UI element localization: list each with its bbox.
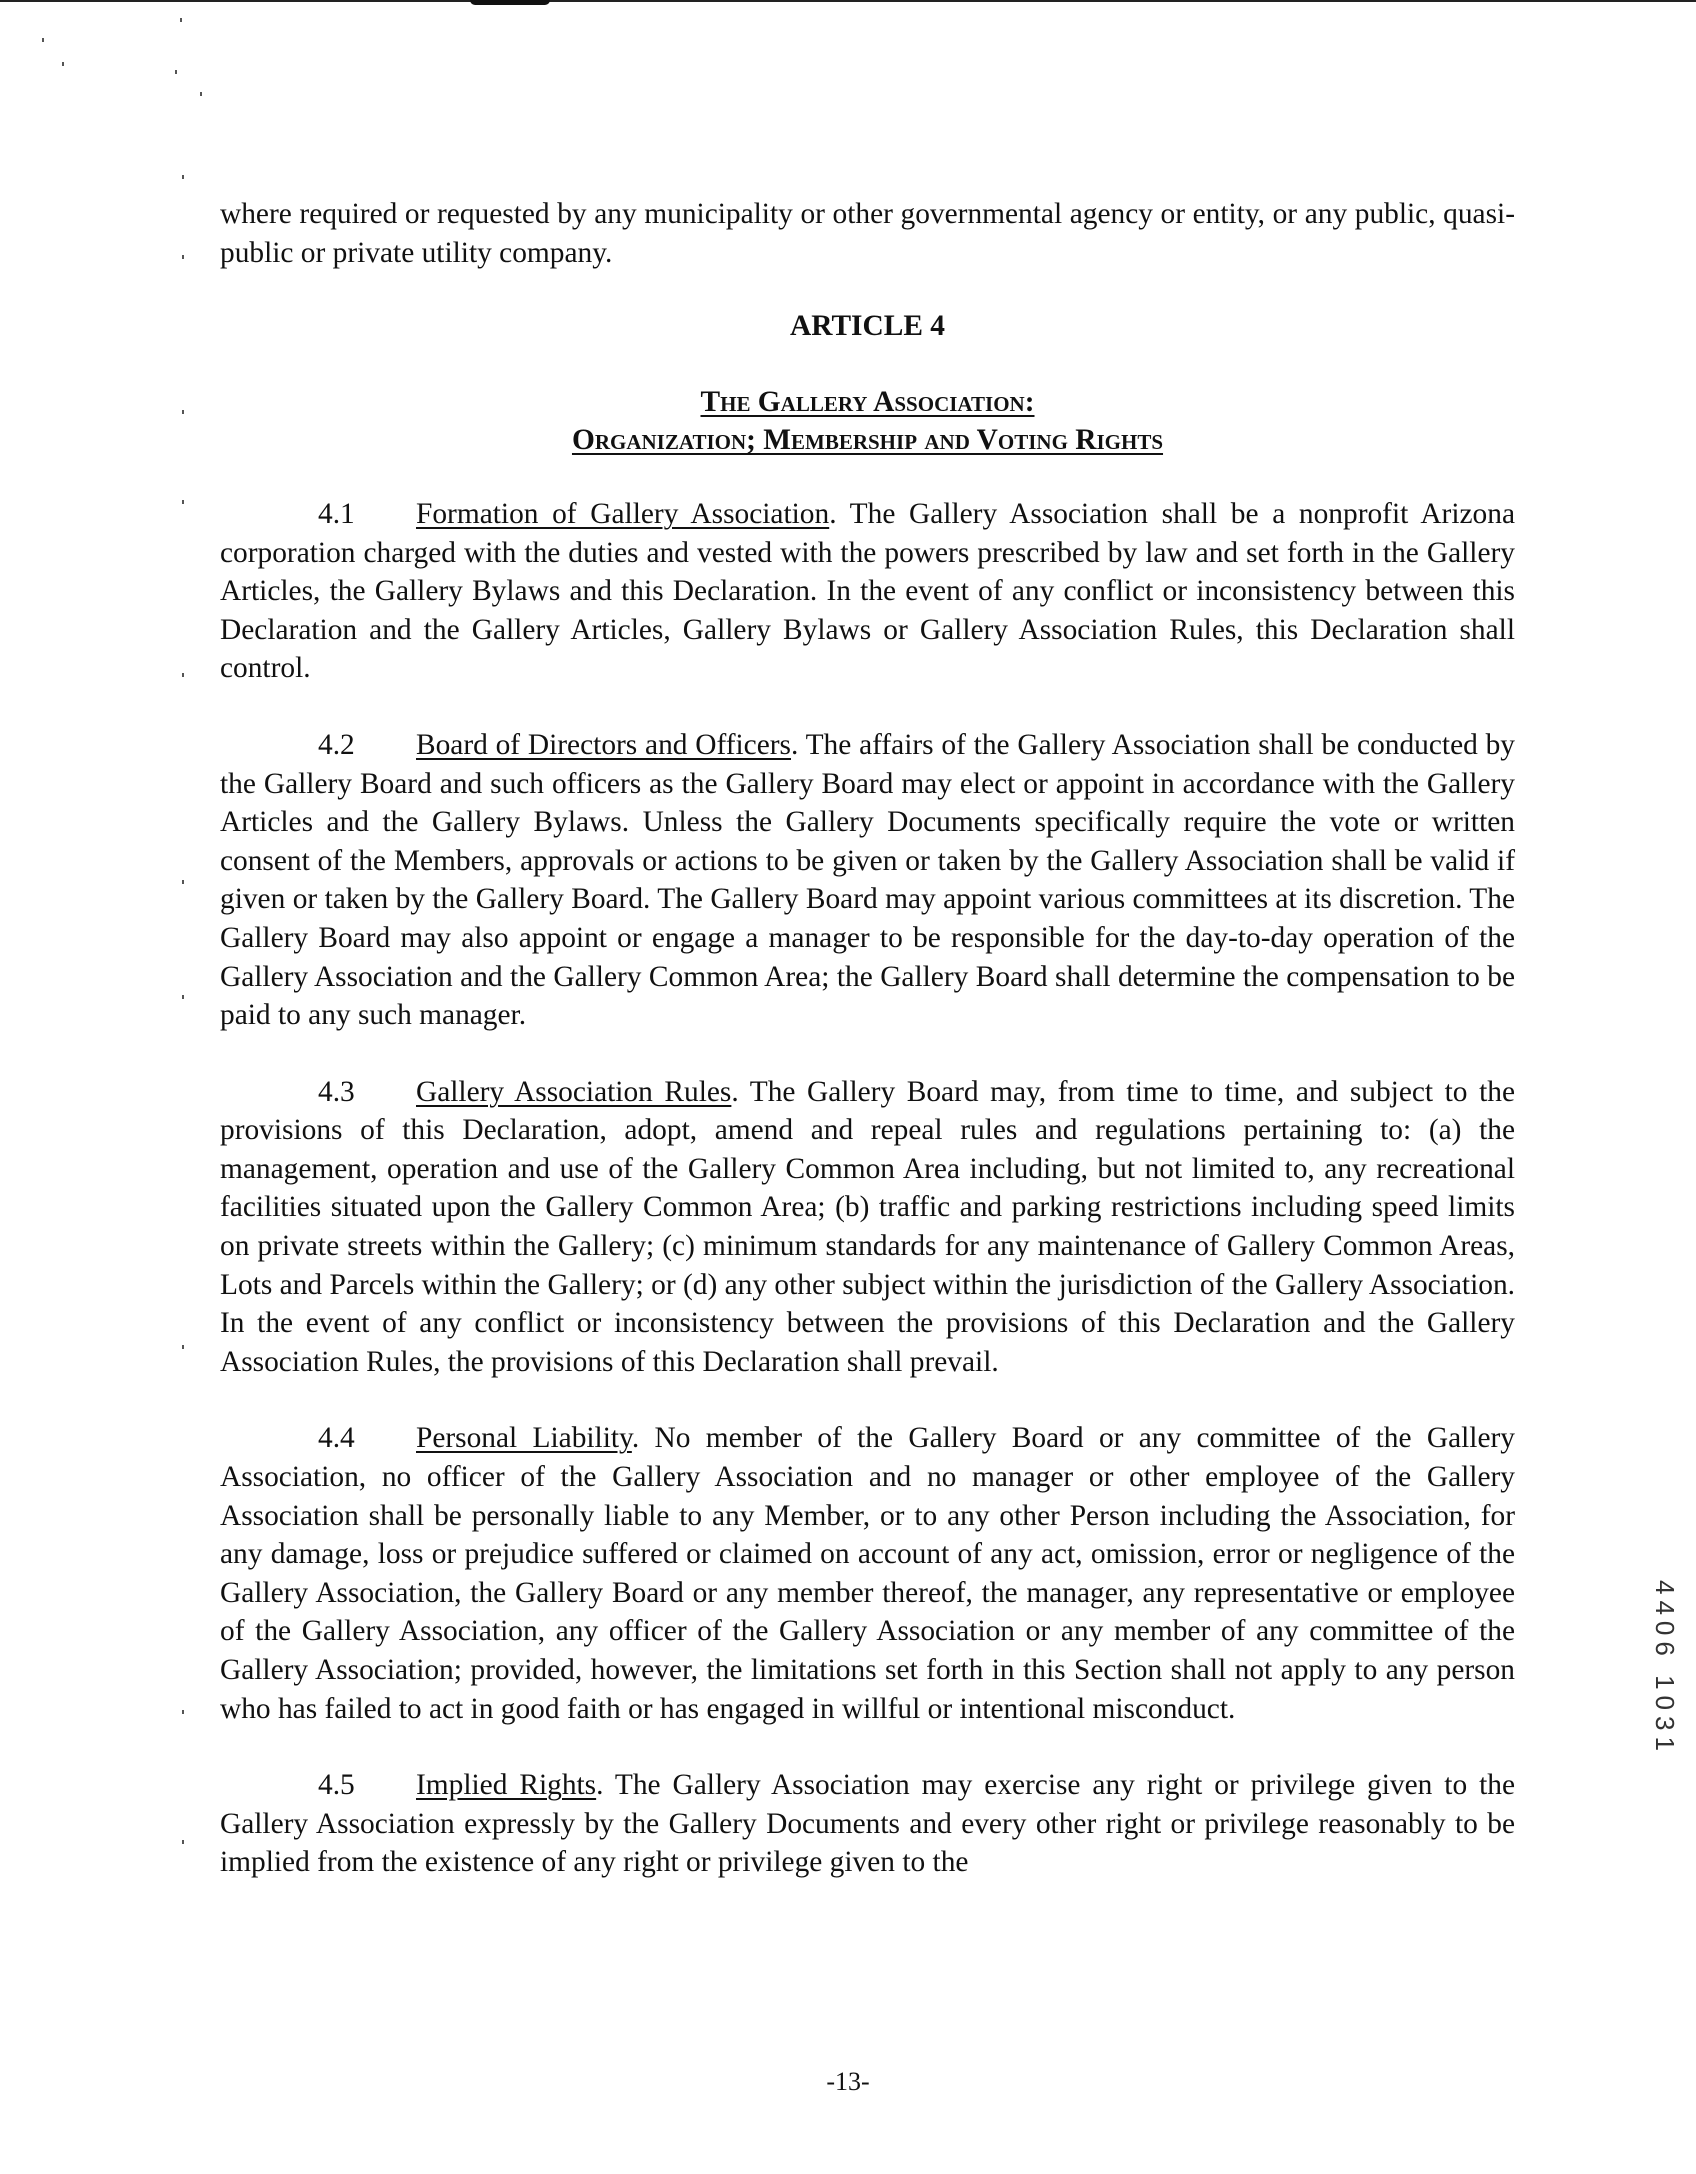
section-number: 4.1: [318, 497, 355, 530]
article-title-1-text: The Gallery Association:: [700, 385, 1035, 418]
article-title-line-1: [220, 383, 1515, 422]
scan-speck: [182, 1840, 184, 1844]
scan-speck: [62, 62, 64, 66]
section-text: . The Gallery Board may, from time to time, and subject to the provisions of this Declaration, adopt, amend and repeal rules and regulations pertaining to: (a) the management, operation and use of the Gallery Common Area including, but not limited to, any recreational facilities situated upon the Gallery Common Area; (b) traffic and parking restrictions including speed limits on private streets within the Gallery; (c) minimum standards for any maintenance of Gallery Common Areas, Lots and Parcels within the Gallery; or (d) any other subject within the jurisdiction of the Gallery Association. In the event of any conflict or inconsistency between the provisions of this Declaration and the Gallery Association Rules, the provisions of this Declaration shall prevail.: [220, 1075, 1515, 1378]
section-number: 4.3: [318, 1075, 355, 1108]
document-body: [220, 195, 1515, 1882]
section-title: Board of Directors and Officers: [416, 728, 791, 761]
scan-speck: [182, 255, 184, 259]
scan-speck: [182, 995, 184, 999]
section-text: . The Gallery Association may exercise any right or privilege given to the Gallery Association expressly by the Gallery Documents and every other right or privilege reasonably to be implied from the existence of any right or privilege given to the: [220, 1769, 1516, 1879]
article-title-2-text: Organization; Membership and Voting Rights: [571, 424, 1164, 457]
section-text: . No member of the Gallery Board or any committee of the Gallery Association, no officer of the Gallery Association and no manager or other employee of the Gallery Association shall be personally liable to any Member, or to any other Person including the Association, for any damage, loss or prejudice suffered or claimed on account of any act, omission, error or negligence of the Gallery Association, the Gallery Board or any member thereof, the manager, any representative or employee of the Gallery Association, any officer of the Gallery Association or any member of any committee of the Gallery Association; provided, however, the limitations set forth in this Section shall not apply to any person who has failed to act in good faith or has engaged in willful or intentional misconduct.: [220, 1422, 1515, 1725]
scan-speck: [182, 1345, 184, 1349]
section-4-3: [220, 1073, 1515, 1382]
intro-paragraph: where required or requested by any municipality or other governmental agency or entity, or any public, quasi-public or private utility company.: [220, 198, 1515, 269]
scan-speck: [180, 18, 182, 22]
scan-smudge: [470, 0, 550, 5]
section-title: Formation of Gallery Association: [416, 497, 830, 530]
scan-top-edge: [0, 0, 1696, 2]
section-number: 4.5: [318, 1769, 355, 1802]
page-number: -13-: [826, 2067, 870, 2096]
scan-speck: [200, 92, 202, 96]
section-number: 4.2: [318, 728, 355, 761]
scan-speck: [182, 1710, 184, 1714]
section-4-5: [220, 1766, 1515, 1882]
scan-speck: [175, 70, 177, 74]
section-4-2: [220, 726, 1515, 1035]
section-text: . The Gallery Association shall be a nonprofit Arizona corporation charged with the duties and vested with the powers prescribed by law and set forth in the Gallery Articles, the Gallery Bylaws and this Declaration. In the event of any conflict or inconsistency between this Declaration and the Gallery Articles, Gallery Bylaws or Gallery Association Rules, this Declaration shall control.: [220, 497, 1515, 685]
section-4-1: [220, 495, 1515, 688]
section-title: Gallery Association Rules: [416, 1075, 732, 1108]
section-4-4: [220, 1419, 1515, 1728]
scan-speck: [182, 500, 184, 504]
scan-speck: [182, 673, 184, 677]
section-title: Personal Liability: [416, 1422, 632, 1455]
scan-speck: [182, 880, 184, 884]
scan-speck: [182, 410, 184, 414]
section-title: Implied Rights: [416, 1769, 597, 1802]
scan-speck: [42, 38, 44, 42]
article-title-line-2: [220, 421, 1515, 460]
margin-stamp: 4406 1031: [1650, 1580, 1680, 1757]
scan-speck: [182, 175, 184, 179]
section-number: 4.4: [318, 1422, 355, 1455]
article-heading: ARTICLE 4: [790, 310, 945, 343]
section-text: . The affairs of the Gallery Association shall be conducted by the Gallery Board and such officers as the Gallery Board may elect or appoint in accordance with the Gallery Articles and the Gallery Bylaws. Unless the Gallery Documents specifically require the vote or written consent of the Members, approvals or actions to be given or taken by the Gallery Association shall be valid if given or taken by the Gallery Board. The Gallery Board may appoint various committees at its discretion. The Gallery Board may also appoint or engage a manager to be responsible for the day-to-day operation of the Gallery Association and the Gallery Common Area; the Gallery Board shall determine the compensation to be paid to any such manager.: [220, 728, 1515, 1032]
